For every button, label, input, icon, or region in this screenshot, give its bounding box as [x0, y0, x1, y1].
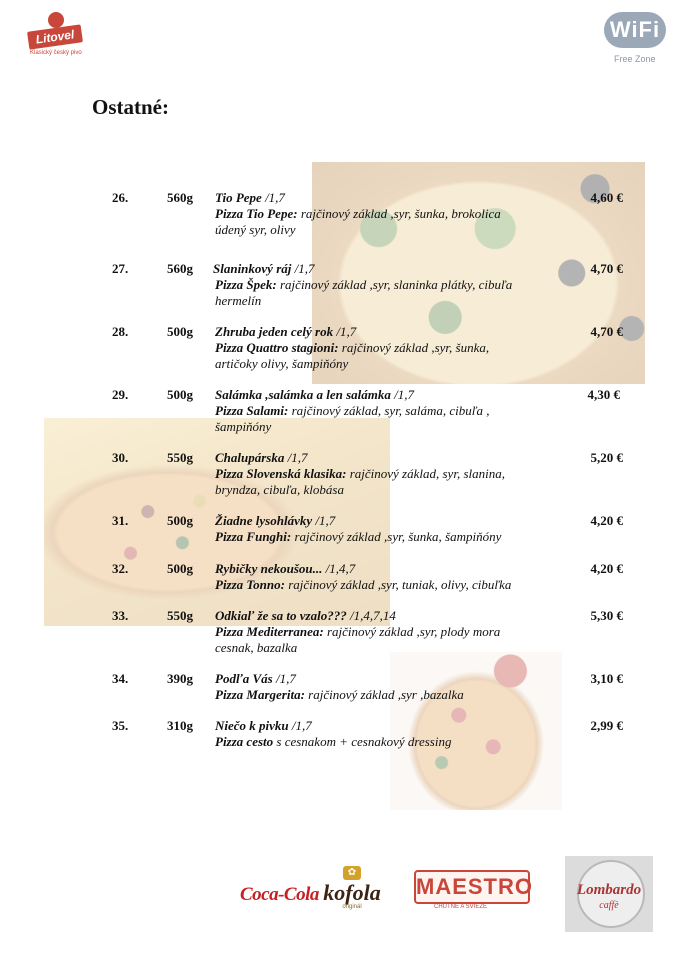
item-name: Niečo k pivku — [215, 718, 289, 733]
item-price: 2,99 € — [590, 718, 623, 733]
item-allergens: /1,7 — [288, 718, 312, 733]
item-pizza-name: Pizza Funghi: — [215, 529, 292, 544]
item-allergens: /1,7 — [390, 387, 415, 402]
item-pizza-name: Pizza Mediterranea: — [215, 624, 324, 639]
item-name: Zhruba jeden celý rok — [215, 324, 334, 339]
item-description — [215, 718, 555, 750]
kofola-leaf-icon: ✿ — [343, 866, 361, 880]
item-allergens: /1,7 — [312, 513, 336, 528]
kofola-logo-subtext: originál — [342, 904, 362, 910]
item-ingredients-line2: hermelín — [215, 293, 262, 308]
item-name: Podľa Vás — [215, 671, 273, 686]
item-pizza-name: Pizza cesto — [215, 734, 274, 749]
item-name: Žiadne lysohlávky — [215, 513, 313, 528]
item-number: 27. — [112, 261, 129, 276]
item-ingredients: rajčinový základ ,syr, šunka, šampiňóny — [291, 529, 502, 544]
item-name: Tio Pepe — [215, 190, 262, 205]
item-price: 4,20 € — [590, 513, 623, 528]
kofola-logo — [320, 866, 384, 916]
item-weight: 550g — [167, 450, 193, 465]
item-pizza-name: Pizza Margerita: — [215, 687, 305, 702]
item-number: 30. — [112, 450, 129, 465]
item-number: 28. — [112, 324, 129, 339]
litovel-logo-text: Litovel — [27, 24, 83, 49]
item-allergens: /1,4,7 — [322, 561, 356, 576]
item-ingredients-line2: šampiňóny — [215, 419, 272, 434]
item-description — [215, 561, 555, 593]
item-ingredients: s cesnakom + cesnakový dressing — [273, 734, 452, 749]
item-name: Chalupárska — [215, 450, 285, 465]
item-price: 4,70 € — [590, 261, 623, 276]
lombardo-logo — [565, 856, 653, 932]
item-weight: 550g — [167, 608, 193, 623]
item-weight: 500g — [167, 387, 193, 402]
item-ingredients: rajčinový základ ,syr, tuniak, olivy, cibuľka — [284, 577, 512, 592]
item-name: Rybičky nekoušou... — [215, 561, 323, 576]
item-allergens: /1,7 — [261, 190, 285, 205]
item-allergens: /1,7 — [272, 671, 296, 686]
item-weight: 500g — [167, 513, 193, 528]
page-title: Ostatné: — [92, 95, 169, 119]
item-name: Odkiaľ že sa to vzalo??? — [215, 608, 347, 623]
item-description — [215, 671, 555, 703]
item-ingredients: rajčinový základ ,syr, slaninka plátky, cibuľa — [276, 277, 513, 292]
lombardo-logo-subtext: caffè — [599, 900, 619, 911]
item-pizza-name: Pizza Slovenská klasika: — [215, 466, 347, 481]
item-number: 33. — [112, 608, 129, 623]
item-pizza-name: Pizza Špek: — [215, 277, 277, 292]
item-number: 29. — [112, 387, 129, 402]
item-ingredients-line2: bryndza, cibuľa, klobása — [215, 482, 344, 497]
litovel-tagline: Klasický český pivo — [30, 50, 82, 56]
item-pizza-name: Pizza Tio Pepe: — [215, 206, 298, 221]
item-weight: 560g — [167, 261, 193, 276]
item-pizza-name: Pizza Salami: — [215, 403, 289, 418]
item-description — [215, 190, 555, 238]
maestro-logo — [414, 860, 533, 916]
item-ingredients: rajčinový základ ,syr, šunka, — [338, 340, 490, 355]
item-description — [215, 513, 555, 545]
item-allergens: /1,7 — [333, 324, 357, 339]
item-ingredients-line2: cesnak, bazalka — [215, 640, 298, 655]
item-ingredients-line2: artičoky olivy, šampiňóny — [215, 356, 349, 371]
item-allergens: /1,7 — [284, 450, 308, 465]
item-price: 4,70 € — [590, 324, 623, 339]
item-description — [215, 387, 555, 435]
item-ingredients: rajčinový základ, syr, slanina, — [346, 466, 505, 481]
item-number: 35. — [112, 718, 129, 733]
item-allergens: /1,7 — [291, 261, 315, 276]
item-weight: 310g — [167, 718, 193, 733]
maestro-logo-text: MAESTRO — [414, 870, 530, 904]
wifi-caption: Free Zone — [614, 54, 656, 64]
kofola-logo-text: kofola — [323, 880, 381, 905]
maestro-logo-subtext: CHUTNÉ A SVIEŽE — [434, 904, 488, 910]
item-description — [213, 261, 553, 309]
item-number: 31. — [112, 513, 129, 528]
item-allergens: /1,4,7,14 — [346, 608, 396, 623]
item-pizza-name: Pizza Tonno: — [215, 577, 285, 592]
wifi-icon: WiFi — [604, 12, 666, 48]
item-description — [215, 324, 555, 372]
item-pizza-name: Pizza Quattro stagioni: — [215, 340, 339, 355]
item-ingredients: rajčinový základ ,syr, plody mora — [323, 624, 501, 639]
item-ingredients: rajčinový základ ,syr ,bazalka — [304, 687, 464, 702]
item-ingredients: rajčinový základ ,syr, šunka, brokolica — [297, 206, 501, 221]
item-price: 4,20 € — [590, 561, 623, 576]
item-price: 3,10 € — [590, 671, 623, 686]
item-number: 26. — [112, 190, 129, 205]
item-price: 5,30 € — [590, 608, 623, 623]
item-price: 4,60 € — [590, 190, 623, 205]
item-price: 5,20 € — [590, 450, 623, 465]
lombardo-logo-text: Lombardo — [576, 882, 642, 898]
item-description — [215, 450, 555, 498]
wifi-logo — [604, 12, 668, 68]
item-name: Salámka ,salámka a len salámka — [215, 387, 391, 402]
item-number: 34. — [112, 671, 129, 686]
litovel-crest-icon — [48, 12, 64, 28]
item-weight: 390g — [167, 671, 193, 686]
item-ingredients: rajčinový základ, syr, saláma, cibuľa , — [288, 403, 490, 418]
item-ingredients-line2: údený syr, olivy — [215, 222, 296, 237]
item-name: Slaninkový ráj — [213, 261, 292, 276]
cocacola-logo: Coca-Cola — [240, 884, 319, 905]
item-weight: 500g — [167, 561, 193, 576]
item-description — [215, 608, 555, 656]
litovel-logo — [28, 12, 84, 62]
item-weight: 560g — [167, 190, 193, 205]
item-number: 32. — [112, 561, 129, 576]
item-weight: 500g — [167, 324, 193, 339]
item-price: 4,30 € — [587, 387, 620, 402]
